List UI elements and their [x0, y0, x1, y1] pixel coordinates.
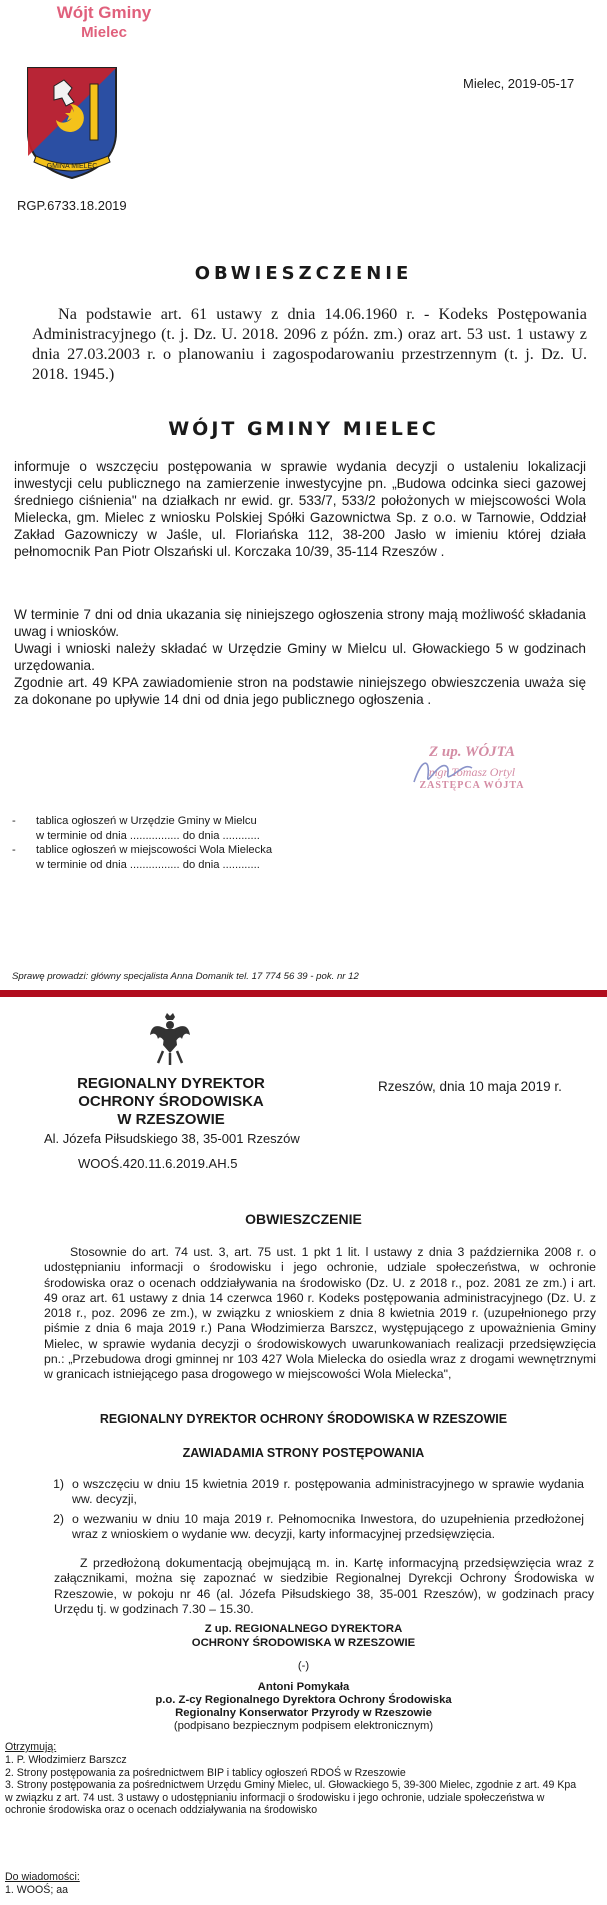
notification-heading: ZAWIADAMIA STRONY POSTĘPOWANIA — [182, 1446, 425, 1460]
list-text: o wszczęciu w dniu 15 kwietnia 2019 r. postępowania administracyjnego w sprawie wydania ww. decyzji, — [72, 1477, 584, 1507]
notification-list — [44, 1477, 584, 1546]
list-bullet: - — [12, 815, 16, 827]
list-item: 3. Strony postępowania za pośrednictwem Urzędu Gminy Mielec, ul. Głowackiego 5, 39-300 Mielec, zgodnie z art. 49 Kpa w związku z art. 74 ust. 3 ustawy o udostępnianiu informacji o środowisku i jego ochronie, udziale społeczeństwa w ochronie środowiska oraz o ocenach oddziaływania na środowisko — [5, 1779, 577, 1817]
institution-name-line: OCHRONY ŚRODOWISKA — [78, 1093, 264, 1110]
header-title: Wójt Gminy — [56, 3, 152, 22]
prepared-by-note: Sprawę prowadzi: główny specjalista Anna Domanik tel. 17 774 56 39 - pok. nr 12 — [12, 971, 359, 982]
stamp-line-authority: Z up. WÓJTA — [429, 744, 515, 760]
list-text: o wezwaniu w dniu 10 maja 2019 r. Pełnomocnika Inwestora, do uzupełnienia przedłożonej wraz z wnioskiem o wydanie ww. decyzji, karty informacyjnej przedsięwzięcia. — [72, 1511, 584, 1541]
deadline-paragraph: W terminie 7 dni od dnia ukazania się niniejszego ogłoszenia strony mają możliwość składania uwag i wniosków. — [14, 607, 586, 639]
cc-heading: Do wiadomości: — [5, 1871, 80, 1883]
document-date: Rzeszów, dnia 10 maja 2019 r. — [378, 1079, 562, 1094]
institution-address: Al. Józefa Piłsudskiego 38, 35-001 Rzeszów — [44, 1131, 300, 1146]
authority-heading: WÓJT GMINY MIELEC — [168, 418, 439, 440]
institution-name-line: W RZESZOWIE — [117, 1111, 225, 1128]
list-bullet: - — [12, 844, 16, 856]
list-item — [12, 843, 342, 872]
cc-item: 1. WOOŚ; aa — [5, 1884, 68, 1896]
legal-basis-paragraph: Stosownie do art. 74 ust. 3, art. 75 ust. 1 pkt 1 lit. l ustawy z dnia 3 października 2008 r. o udostępnianiu informacji o środowisku i jego ochronie, udziale społeczeństwa, w ochronie środowiska oraz o ocenach oddziaływania na środowisko (Dz. U. z 2018 r., poz. 2081 ze zm.) i art. 49 oraz art. 61 ustawy z dnia 14 czerwca 1960 r. Kodeks postępowania administracyjnego (Dz. U. z 2018 r., poz. 2096 ze zm.), w związku z wnioskiem z dnia 8 kwietnia 2019 r. (uzupełnionego przy piśmie z dnia 6 maja 2019 r.) Pana Włodzimierza Barszcz, występującego z upoważnienia Gminy Mielec, w sprawie wydania decyzji o środowiskowych uwarunkowaniach realizacji przedsięwzięcia pn.: „Przebudowa drogi gminnej nr 103 427 Wola Mielecka do osiedla wraz z drogami wewnętrznymi w granicach istniejącego pasa drogowego w miejscowości Wola Mielecka", — [44, 1245, 596, 1382]
document-title: OBWIESZCZENIE — [194, 263, 413, 284]
reference-number: WOOŚ.420.11.6.2019.AH.5 — [78, 1156, 238, 1171]
signature-note: (podpisano bezpiecznym podpisem elektronicznym) — [173, 1720, 434, 1732]
signatory-name: Antoni Pomykała — [257, 1681, 350, 1693]
documentation-paragraph: Z przedłożoną dokumentacją obejmującą m. in. Kartę informacyjną przedsięwzięcia wraz z załącznikami, można się zapoznać w siedzibie Regionalnej Dyrekcji Ochrony Środowiska w Rzeszowie, w pokoju nr 46 (al. Józefa Piłsudskiego 38, 35-001 Rzeszów), w godzinach pracy Urzędu tj. w godzinach 7.30 – 15.30. — [54, 1556, 594, 1616]
list-item — [44, 1477, 584, 1508]
remarks-paragraph: Uwagi i wnioski należy składać w Urzędzie Gminy w Mielcu ul. Głowackiego 5 w godzinach urzędowania. — [14, 641, 586, 673]
board-term: w terminie od dnia ................ do dnia ............ — [36, 858, 260, 871]
institution-name-line: REGIONALNY DYREKTOR — [77, 1075, 265, 1092]
document-divider — [0, 990, 607, 997]
legal-basis-paragraph: Na podstawie art. 61 ustawy z dnia 14.06.1960 r. - Kodeks Postępowania Administracyjnego (t. j. Dz. U. 2018. 2096 z późn. zm.) oraz art. 53 ust. 1 ustawy z dnia 27.03.2003 r. o planowaniu i zagospodarowaniu przestrzennym (t. j. Dz. U. 2018. 1945.) — [32, 305, 587, 383]
recipients-heading: Otrzymują: — [5, 1741, 57, 1753]
stamp-line-title: ZASTĘPCA WÓJTA — [419, 780, 525, 791]
list-item: 1. P. Włodzimierz Barszcz — [5, 1754, 127, 1766]
list-number: 2) — [53, 1511, 64, 1526]
list-number: 1) — [53, 1477, 64, 1491]
signatory-title: p.o. Z-cy Regionalnego Dyrektora Ochrony Środowiska — [155, 1694, 452, 1706]
board-term: w terminie od dnia ................ do dnia ............ — [36, 829, 260, 842]
crest-motto: GMINA MIELEC — [46, 163, 98, 170]
kpa-paragraph: Zgodnie art. 49 KPA zawiadomienie stron na podstawie niniejszego obwieszczenia uważa się za dokonane po upływie 14 dni od dnia jego publicznego ogłoszenia . — [14, 675, 586, 707]
document-date: Mielec, 2019-05-17 — [463, 76, 575, 91]
notice-boards-list — [12, 814, 342, 872]
eagle-emblem-icon — [148, 1011, 192, 1066]
signature-line: OCHRONY ŚRODOWISKA W RZESZOWIE — [191, 1637, 416, 1649]
list-item — [12, 814, 342, 843]
board-location: tablica ogłoszeń w Urzędzie Gminy w Mielcu — [36, 815, 257, 827]
signatory-title: Regionalny Konserwator Przyrody w Rzeszowie — [175, 1707, 432, 1719]
header-subtitle: Mielec — [81, 24, 127, 41]
list-item — [44, 1512, 584, 1543]
information-paragraph: informuje o wszczęciu postępowania w sprawie wydania decyzji o ustaleniu lokalizacji inwestycji celu publicznego na zamierzenie inwestycyjne pn. „Budowa odcinka sieci gazowej średniego ciśnienia" na działkach nr ewid. gr. 533/7, 533/2 położonych w miejscowości Wola Mielecka, gm. Mielec z wniosku Polskiej Spółki Gazownictwa Sp. z o.o. w Tarnowie, Oddział Zakład Gazowniczy w Jaśle, ul. Floriańska 112, 38-200 Jasło w imieniu której działa pełnomocnik Pan Piotr Olszański ul. Korczaka 10/39, 35-114 Rzeszów . — [14, 459, 586, 559]
stamp-line-name: mgr Tomasz Ortyl — [428, 765, 516, 779]
authority-heading: REGIONALNY DYREKTOR OCHRONY ŚRODOWISKA W RZESZOWIE — [99, 1412, 508, 1426]
recipients-list — [5, 1754, 583, 1817]
board-location: tablice ogłoszeń w miejscowości Wola Mielecka — [36, 844, 273, 856]
document-title: OBWIESZCZENIE — [245, 1211, 362, 1227]
signature-line: Z up. REGIONALNEGO DYREKTORA — [204, 1623, 403, 1635]
coat-of-arms-icon — [20, 62, 124, 180]
reference-number: RGP.6733.18.2019 — [17, 198, 127, 213]
handwritten-signature-icon — [408, 752, 478, 792]
signature-line: (-) — [297, 1660, 310, 1672]
list-item: 2. Strony postępowania za pośrednictwem BIP i tablicy ogłoszeń RDOŚ w Rzeszowie — [5, 1766, 406, 1779]
